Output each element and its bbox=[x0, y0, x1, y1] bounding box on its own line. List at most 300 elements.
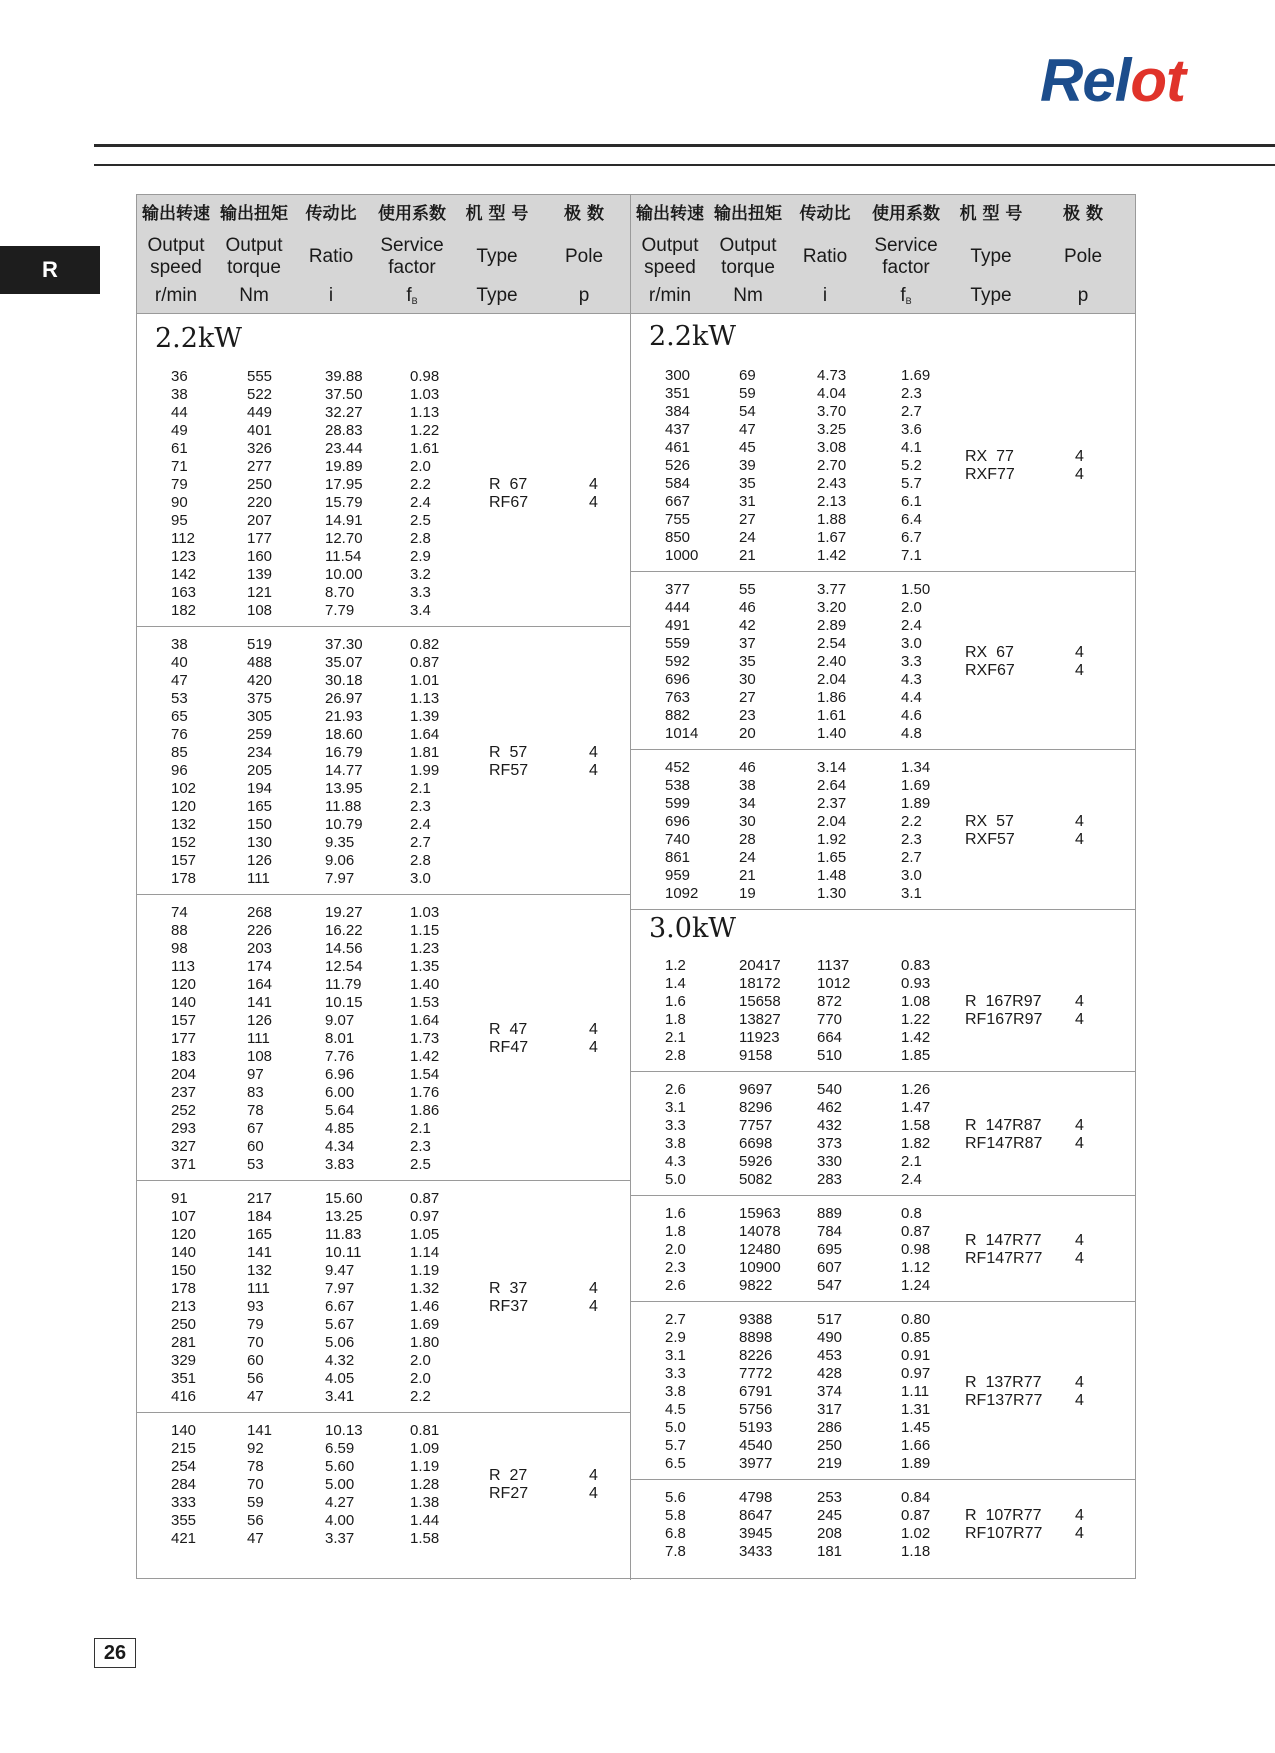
header-cn-3: 使用系数 bbox=[872, 204, 940, 224]
torque-cell: 164 bbox=[247, 976, 273, 993]
speed-cell: 7.8 bbox=[665, 1543, 686, 1560]
ratio-cell: 11.54 bbox=[325, 548, 362, 565]
ratio-cell: 1.42 bbox=[817, 547, 847, 564]
ratio-cell: 3.41 bbox=[325, 1388, 355, 1405]
speed-cell: 5.6 bbox=[665, 1489, 686, 1506]
speed-cell: 132 bbox=[171, 816, 197, 833]
speed-cell: 2.7 bbox=[665, 1311, 686, 1328]
ratio-cell: 510 bbox=[817, 1047, 843, 1064]
speed-cell: 3.8 bbox=[665, 1383, 686, 1400]
factor-cell: 1.03 bbox=[410, 386, 440, 403]
torque-cell: 108 bbox=[247, 1048, 273, 1065]
speed-cell: 281 bbox=[171, 1334, 197, 1351]
factor-cell: 1.46 bbox=[410, 1298, 440, 1315]
torque-cell: 10900 bbox=[739, 1259, 781, 1276]
header-unit-1: Nm bbox=[733, 285, 763, 306]
ratio-cell: 6.67 bbox=[325, 1298, 355, 1315]
type-label: R 67 RF67 bbox=[489, 476, 529, 511]
speed-cell: 140 bbox=[171, 1422, 197, 1439]
factor-cell: 1.23 bbox=[410, 940, 440, 957]
pole-label: 4 4 bbox=[1075, 1374, 1084, 1409]
ratio-cell: 11.79 bbox=[325, 976, 362, 993]
ratio-cell: 1.92 bbox=[817, 831, 847, 848]
page-number: 26 bbox=[94, 1638, 136, 1668]
torque-cell: 46 bbox=[739, 599, 756, 616]
torque-cell: 8226 bbox=[739, 1347, 773, 1364]
table-row bbox=[137, 904, 440, 922]
torque-cell: 555 bbox=[247, 368, 273, 385]
ratio-cell: 4.00 bbox=[325, 1512, 355, 1529]
torque-cell: 20 bbox=[739, 725, 756, 742]
ratio-cell: 784 bbox=[817, 1223, 843, 1240]
ratio-cell: 16.79 bbox=[325, 744, 363, 761]
speed-cell: 53 bbox=[171, 690, 188, 707]
factor-cell: 1.44 bbox=[410, 1512, 440, 1529]
relot-logo: Relot bbox=[1040, 47, 1186, 114]
speed-cell: 4.3 bbox=[665, 1153, 686, 1170]
ratio-cell: 3.25 bbox=[817, 421, 847, 438]
factor-cell: 0.98 bbox=[410, 368, 440, 385]
factor-cell: 2.1 bbox=[410, 780, 431, 797]
ratio-cell: 9.06 bbox=[325, 852, 355, 869]
speed-cell: 47 bbox=[171, 672, 188, 689]
ratio-cell: 5.67 bbox=[325, 1316, 355, 1333]
ratio-cell: 9.07 bbox=[325, 1012, 355, 1029]
torque-cell: 111 bbox=[247, 1030, 270, 1047]
factor-cell: 1.73 bbox=[410, 1030, 440, 1047]
speed-cell: 1.2 bbox=[665, 957, 686, 974]
factor-cell: 1.14 bbox=[410, 1244, 440, 1261]
torque-cell: 150 bbox=[247, 816, 273, 833]
speed-cell: 91 bbox=[171, 1190, 188, 1207]
speed-cell: 76 bbox=[171, 726, 188, 743]
torque-cell: 14078 bbox=[739, 1223, 781, 1240]
factor-cell: 2.3 bbox=[410, 798, 431, 815]
type-label: R 147R87 RF147R87 bbox=[965, 1117, 1043, 1152]
factor-cell: 3.0 bbox=[410, 870, 431, 887]
speed-cell: 491 bbox=[665, 617, 691, 634]
speed-cell: 1.8 bbox=[665, 1223, 686, 1240]
factor-cell: 1.42 bbox=[901, 1029, 931, 1046]
header-cn-4: 机 型 号 bbox=[959, 204, 1023, 224]
ratio-cell: 1012 bbox=[817, 975, 851, 992]
speed-cell: 112 bbox=[171, 530, 195, 547]
speed-cell: 755 bbox=[665, 511, 691, 528]
speed-cell: 584 bbox=[665, 475, 691, 492]
factor-cell: 2.0 bbox=[901, 599, 922, 616]
speed-cell: 333 bbox=[171, 1494, 197, 1511]
factor-cell: 2.2 bbox=[901, 813, 922, 830]
factor-cell: 0.81 bbox=[410, 1422, 440, 1439]
torque-cell: 21 bbox=[739, 547, 756, 564]
factor-cell: 0.82 bbox=[410, 636, 440, 653]
ratio-cell: 3.83 bbox=[325, 1156, 355, 1173]
ratio-cell: 7.79 bbox=[325, 602, 355, 619]
speed-cell: 763 bbox=[665, 689, 691, 706]
ratio-cell: 37.50 bbox=[325, 386, 363, 403]
ratio-cell: 1.88 bbox=[817, 511, 847, 528]
torque-cell: 79 bbox=[247, 1316, 264, 1333]
speed-cell: 327 bbox=[171, 1138, 197, 1155]
speed-cell: 2.9 bbox=[665, 1329, 686, 1346]
torque-cell: 3433 bbox=[739, 1543, 773, 1560]
factor-cell: 1.80 bbox=[410, 1334, 440, 1351]
torque-cell: 69 bbox=[739, 367, 756, 384]
torque-cell: 305 bbox=[247, 708, 273, 725]
torque-cell: 3977 bbox=[739, 1455, 773, 1472]
header-unit-4: Type bbox=[476, 285, 518, 306]
header-en-0: Output speed bbox=[641, 235, 699, 278]
factor-cell: 0.87 bbox=[410, 654, 440, 671]
torque-cell: 39 bbox=[739, 457, 756, 474]
header-en-5: Pole bbox=[564, 246, 604, 267]
header-en-4: Type bbox=[476, 246, 518, 267]
rating-table bbox=[136, 194, 1136, 1579]
speed-cell: 250 bbox=[171, 1316, 197, 1333]
ratio-cell: 32.27 bbox=[325, 404, 363, 421]
speed-cell: 1000 bbox=[665, 547, 699, 564]
speed-cell: 85 bbox=[171, 744, 188, 761]
speed-cell: 107 bbox=[171, 1208, 197, 1225]
speed-cell: 2.3 bbox=[665, 1259, 686, 1276]
torque-cell: 449 bbox=[247, 404, 273, 421]
factor-cell: 4.1 bbox=[901, 439, 922, 456]
ratio-cell: 4.05 bbox=[325, 1370, 355, 1387]
torque-cell: 38 bbox=[739, 777, 756, 794]
ratio-cell: 4.27 bbox=[325, 1494, 355, 1511]
header-cn-1: 输出扭矩 bbox=[220, 204, 288, 224]
speed-cell: 38 bbox=[171, 386, 188, 403]
speed-cell: 96 bbox=[171, 762, 188, 779]
factor-cell: 1.89 bbox=[901, 1455, 931, 1472]
speed-cell: 3.3 bbox=[665, 1117, 686, 1134]
factor-cell: 1.82 bbox=[901, 1135, 931, 1152]
ratio-cell: 21.93 bbox=[325, 708, 363, 725]
factor-cell: 1.02 bbox=[901, 1525, 931, 1542]
torque-cell: 4540 bbox=[739, 1437, 773, 1454]
torque-cell: 8296 bbox=[739, 1099, 773, 1116]
speed-cell: 157 bbox=[171, 852, 197, 869]
group-separator bbox=[137, 1180, 630, 1181]
header-en-1: Output torque bbox=[225, 235, 283, 278]
factor-cell: 2.7 bbox=[901, 403, 922, 420]
torque-cell: 111 bbox=[247, 870, 270, 887]
speed-cell: 2.6 bbox=[665, 1277, 686, 1294]
factor-cell: 5.2 bbox=[901, 457, 922, 474]
factor-cell: 3.2 bbox=[410, 566, 431, 583]
ratio-cell: 1.86 bbox=[817, 689, 847, 706]
speed-cell: 1.4 bbox=[665, 975, 686, 992]
type-label: R 107R77 RF107R77 bbox=[965, 1507, 1043, 1542]
torque-cell: 37 bbox=[739, 635, 756, 652]
speed-cell: 5.0 bbox=[665, 1171, 686, 1188]
torque-cell: 4798 bbox=[739, 1489, 773, 1506]
torque-cell: 56 bbox=[247, 1370, 264, 1387]
speed-cell: 882 bbox=[665, 707, 691, 724]
header-cn-2: 传动比 bbox=[305, 204, 357, 224]
torque-cell: 519 bbox=[247, 636, 273, 653]
ratio-cell: 10.15 bbox=[325, 994, 363, 1011]
factor-cell: 4.4 bbox=[901, 689, 922, 706]
factor-cell: 2.3 bbox=[901, 831, 922, 848]
speed-cell: 113 bbox=[171, 958, 195, 975]
speed-cell: 592 bbox=[665, 653, 691, 670]
torque-cell: 111 bbox=[247, 1280, 270, 1297]
factor-cell: 0.87 bbox=[410, 1190, 440, 1207]
speed-cell: 150 bbox=[171, 1262, 197, 1279]
ratio-cell: 1.30 bbox=[817, 885, 847, 902]
type-label: R 27 RF27 bbox=[489, 1467, 529, 1502]
torque-cell: 141 bbox=[247, 1422, 273, 1439]
speed-cell: 1.6 bbox=[665, 993, 686, 1010]
ratio-cell: 35.07 bbox=[325, 654, 363, 671]
header-unit-0: r/min bbox=[154, 285, 198, 306]
speed-cell: 215 bbox=[171, 1440, 197, 1457]
factor-cell: 1.32 bbox=[410, 1280, 440, 1297]
speed-cell: 371 bbox=[171, 1156, 197, 1173]
torque-cell: 30 bbox=[739, 813, 756, 830]
speed-cell: 74 bbox=[171, 904, 188, 921]
torque-cell: 194 bbox=[247, 780, 273, 797]
speed-cell: 237 bbox=[171, 1084, 197, 1101]
ratio-cell: 6.59 bbox=[325, 1440, 355, 1457]
type-label: RX 57 RXF57 bbox=[965, 813, 1015, 848]
ratio-cell: 14.56 bbox=[325, 940, 363, 957]
speed-cell: 667 bbox=[665, 493, 691, 510]
factor-cell: 6.7 bbox=[901, 529, 922, 546]
ratio-cell: 19.89 bbox=[325, 458, 363, 475]
speed-cell: 444 bbox=[665, 599, 691, 616]
factor-cell: 0.97 bbox=[901, 1365, 931, 1382]
ratio-cell: 12.70 bbox=[325, 530, 363, 547]
torque-cell: 23 bbox=[739, 707, 756, 724]
ratio-cell: 1.48 bbox=[817, 867, 847, 884]
ratio-cell: 23.44 bbox=[325, 440, 363, 457]
ratio-cell: 547 bbox=[817, 1277, 843, 1294]
torque-cell: 165 bbox=[247, 798, 273, 815]
ratio-cell: 15.60 bbox=[325, 1190, 363, 1207]
factor-cell: 1.09 bbox=[410, 1440, 440, 1457]
factor-cell: 2.1 bbox=[410, 1120, 431, 1137]
factor-cell: 1.40 bbox=[410, 976, 440, 993]
header-unit-4: Type bbox=[970, 285, 1012, 306]
torque-cell: 165 bbox=[247, 1226, 273, 1243]
speed-cell: 3.3 bbox=[665, 1365, 686, 1382]
factor-cell: 1.81 bbox=[410, 744, 440, 761]
factor-cell: 1.03 bbox=[410, 904, 440, 921]
factor-cell: 1.69 bbox=[901, 777, 931, 794]
header-cn-3: 使用系数 bbox=[378, 204, 446, 224]
ratio-cell: 18.60 bbox=[325, 726, 363, 743]
factor-cell: 4.8 bbox=[901, 725, 922, 742]
pole-label: 4 4 bbox=[1075, 993, 1084, 1028]
factor-cell: 2.3 bbox=[410, 1138, 431, 1155]
factor-cell: 1.69 bbox=[901, 367, 931, 384]
ratio-cell: 4.85 bbox=[325, 1120, 355, 1137]
factor-cell: 1.31 bbox=[901, 1401, 931, 1418]
torque-cell: 24 bbox=[739, 849, 756, 866]
speed-cell: 95 bbox=[171, 512, 188, 529]
torque-cell: 130 bbox=[247, 834, 273, 851]
header-cn-0: 输出转速 bbox=[142, 204, 210, 224]
factor-cell: 1.19 bbox=[410, 1262, 440, 1279]
speed-cell: 178 bbox=[171, 870, 197, 887]
factor-cell: 1.05 bbox=[410, 1226, 440, 1243]
factor-cell: 6.4 bbox=[901, 511, 922, 528]
ratio-cell: 6.00 bbox=[325, 1084, 355, 1101]
torque-cell: 139 bbox=[247, 566, 273, 583]
torque-cell: 9158 bbox=[739, 1047, 773, 1064]
ratio-cell: 253 bbox=[817, 1489, 843, 1506]
factor-cell: 1.53 bbox=[410, 994, 440, 1011]
header-en-3: Service factor bbox=[380, 235, 444, 278]
ratio-cell: 13.95 bbox=[325, 780, 363, 797]
speed-cell: 351 bbox=[171, 1370, 197, 1387]
torque-cell: 27 bbox=[739, 689, 756, 706]
factor-cell: 1.69 bbox=[410, 1316, 440, 1333]
torque-cell: 97 bbox=[247, 1066, 264, 1083]
ratio-cell: 26.97 bbox=[325, 690, 363, 707]
factor-cell: 1.99 bbox=[410, 762, 440, 779]
speed-cell: 300 bbox=[665, 367, 691, 384]
speed-cell: 5.0 bbox=[665, 1419, 686, 1436]
torque-cell: 28 bbox=[739, 831, 756, 848]
torque-cell: 126 bbox=[247, 852, 273, 869]
speed-cell: 461 bbox=[665, 439, 691, 456]
ratio-cell: 6.96 bbox=[325, 1066, 355, 1083]
torque-cell: 226 bbox=[247, 922, 273, 939]
speed-cell: 5.8 bbox=[665, 1507, 686, 1524]
factor-cell: 2.4 bbox=[901, 1171, 922, 1188]
torque-cell: 9822 bbox=[739, 1277, 773, 1294]
header-rule bbox=[94, 164, 1275, 166]
ratio-cell: 30.18 bbox=[325, 672, 363, 689]
ratio-cell: 2.89 bbox=[817, 617, 847, 634]
factor-cell: 1.54 bbox=[410, 1066, 440, 1083]
group-separator bbox=[631, 749, 1135, 750]
ratio-cell: 10.79 bbox=[325, 816, 363, 833]
torque-cell: 160 bbox=[247, 548, 273, 565]
ratio-cell: 14.91 bbox=[325, 512, 363, 529]
ratio-cell: 373 bbox=[817, 1135, 843, 1152]
pole-label: 4 4 bbox=[589, 1021, 598, 1056]
torque-cell: 326 bbox=[247, 440, 273, 457]
factor-cell: 3.3 bbox=[901, 653, 922, 670]
factor-cell: 1.61 bbox=[410, 440, 440, 457]
speed-cell: 4.5 bbox=[665, 1401, 686, 1418]
torque-cell: 268 bbox=[247, 904, 273, 921]
factor-cell: 0.91 bbox=[901, 1347, 931, 1364]
torque-cell: 24 bbox=[739, 529, 756, 546]
group-separator bbox=[631, 571, 1135, 572]
table-row bbox=[137, 617, 922, 635]
ratio-cell: 4.73 bbox=[817, 367, 847, 384]
ratio-cell: 1.40 bbox=[817, 725, 847, 742]
factor-cell: 1.86 bbox=[410, 1102, 440, 1119]
speed-cell: 120 bbox=[171, 976, 197, 993]
speed-cell: 3.8 bbox=[665, 1135, 686, 1152]
ratio-cell: 2.37 bbox=[817, 795, 847, 812]
factor-cell: 4.6 bbox=[901, 707, 922, 724]
group-separator bbox=[137, 894, 630, 895]
torque-cell: 47 bbox=[247, 1388, 264, 1405]
factor-cell: 1.12 bbox=[901, 1259, 931, 1276]
speed-cell: 40 bbox=[171, 654, 188, 671]
speed-cell: 1092 bbox=[665, 885, 699, 902]
type-label: R 167R97 RF167R97 bbox=[965, 993, 1043, 1028]
factor-cell: 7.1 bbox=[901, 547, 922, 564]
ratio-cell: 1.67 bbox=[817, 529, 847, 546]
header-en-2: Ratio bbox=[802, 246, 848, 267]
ratio-cell: 208 bbox=[817, 1525, 843, 1542]
pole-label: 4 4 bbox=[1075, 1117, 1084, 1152]
type-label: R 137R77 RF137R77 bbox=[965, 1374, 1043, 1409]
ratio-cell: 11.83 bbox=[325, 1226, 362, 1243]
ratio-cell: 5.06 bbox=[325, 1334, 355, 1351]
speed-cell: 88 bbox=[171, 922, 188, 939]
ratio-cell: 10.11 bbox=[325, 1244, 362, 1261]
table-row bbox=[137, 1401, 931, 1419]
speed-cell: 102 bbox=[171, 780, 197, 797]
factor-cell: 2.0 bbox=[410, 1370, 431, 1387]
factor-cell: 2.8 bbox=[410, 530, 431, 547]
ratio-cell: 2.40 bbox=[817, 653, 847, 670]
speed-cell: 2.0 bbox=[665, 1241, 686, 1258]
factor-cell: 1.64 bbox=[410, 726, 440, 743]
ratio-cell: 10.13 bbox=[325, 1422, 363, 1439]
header-en-2: Ratio bbox=[308, 246, 354, 267]
torque-cell: 6698 bbox=[739, 1135, 773, 1152]
table-row bbox=[137, 940, 440, 958]
factor-cell: 1.22 bbox=[410, 422, 440, 439]
torque-cell: 93 bbox=[247, 1298, 264, 1315]
factor-cell: 2.5 bbox=[410, 512, 431, 529]
factor-cell: 1.15 bbox=[410, 922, 440, 939]
factor-cell: 1.85 bbox=[901, 1047, 931, 1064]
speed-cell: 38 bbox=[171, 636, 188, 653]
speed-cell: 163 bbox=[171, 584, 197, 601]
torque-cell: 250 bbox=[247, 476, 273, 493]
header-cn-0: 输出转速 bbox=[636, 204, 704, 224]
pole-label: 4 4 bbox=[589, 744, 598, 779]
torque-cell: 30 bbox=[739, 671, 756, 688]
speed-cell: 1.8 bbox=[665, 1011, 686, 1028]
speed-cell: 142 bbox=[171, 566, 197, 583]
ratio-cell: 2.70 bbox=[817, 457, 847, 474]
speed-cell: 36 bbox=[171, 368, 188, 385]
torque-cell: 31 bbox=[739, 493, 756, 510]
torque-cell: 78 bbox=[247, 1102, 264, 1119]
factor-cell: 1.66 bbox=[901, 1437, 931, 1454]
torque-cell: 7757 bbox=[739, 1117, 773, 1134]
ratio-cell: 28.83 bbox=[325, 422, 363, 439]
ratio-cell: 4.04 bbox=[817, 385, 847, 402]
ratio-cell: 3.37 bbox=[325, 1530, 355, 1547]
factor-cell: 1.26 bbox=[901, 1081, 931, 1098]
torque-cell: 234 bbox=[247, 744, 273, 761]
torque-cell: 5756 bbox=[739, 1401, 773, 1418]
speed-cell: 120 bbox=[171, 798, 197, 815]
header-cn-4: 机 型 号 bbox=[465, 204, 529, 224]
factor-cell: 2.3 bbox=[901, 385, 922, 402]
ratio-cell: 770 bbox=[817, 1011, 843, 1028]
torque-cell: 217 bbox=[247, 1190, 273, 1207]
ratio-cell: 374 bbox=[817, 1383, 843, 1400]
ratio-cell: 8.70 bbox=[325, 584, 355, 601]
speed-cell: 65 bbox=[171, 708, 188, 725]
group-separator bbox=[631, 1479, 1135, 1480]
speed-cell: 252 bbox=[171, 1102, 197, 1119]
